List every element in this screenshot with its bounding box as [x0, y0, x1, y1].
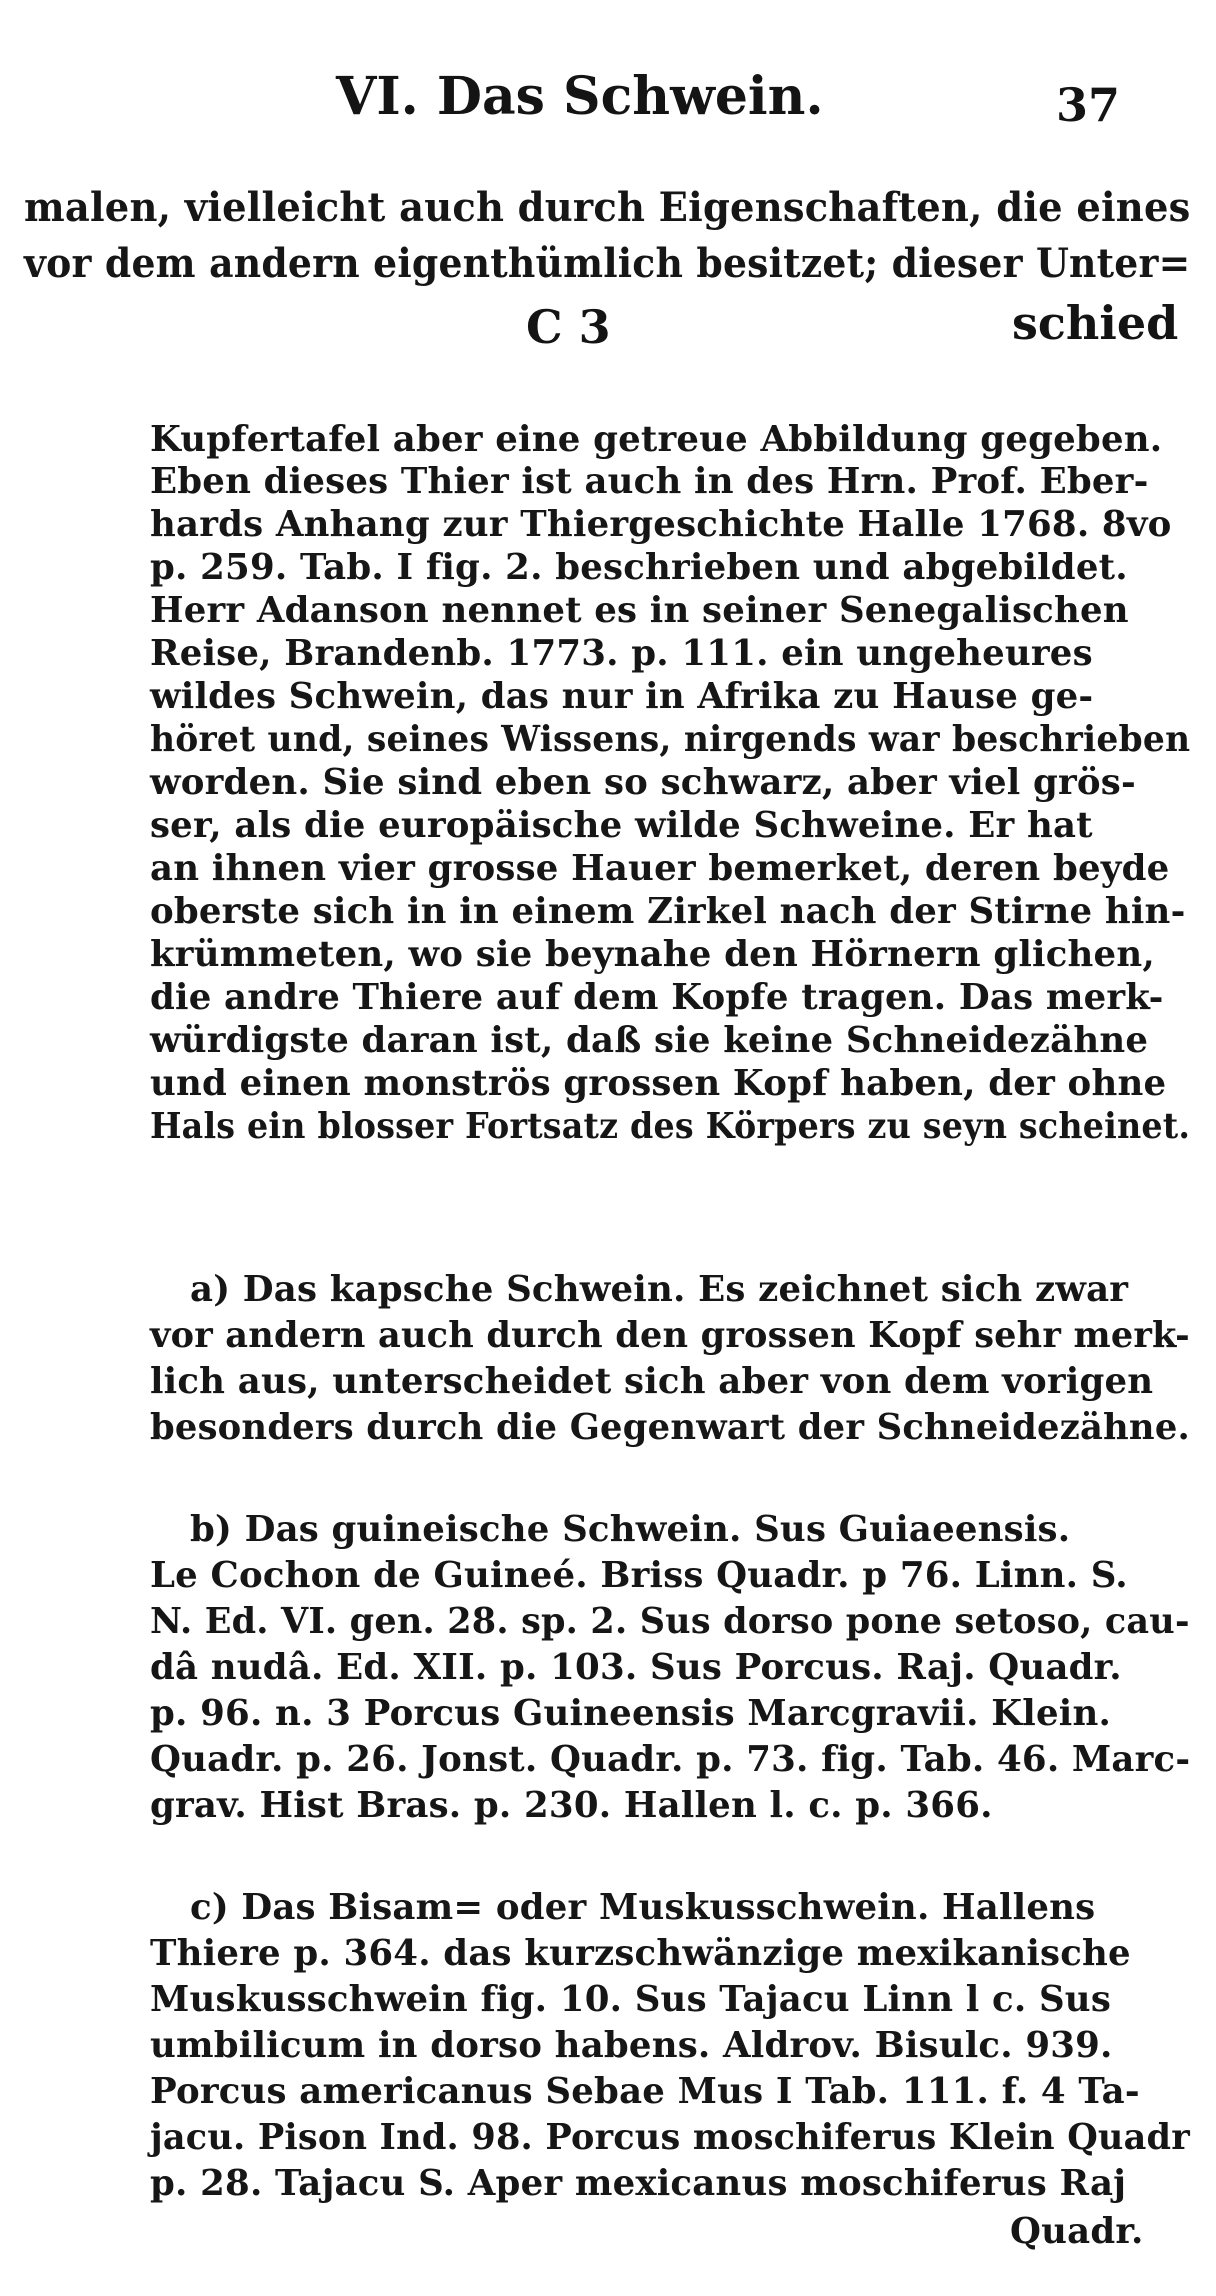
footnote-line: Thiere p. 364. das kurzschwänzige mexikanische — [150, 1933, 1131, 1974]
body-line: malen, vielleicht auch durch Eigenschaften, die eines — [24, 184, 1191, 231]
footnote-line: Quadr. p. 26. Jonst. Quadr. p. 73. fig. Tab. 46. Marc- — [150, 1739, 1191, 1780]
footnote-line: Herr Adanson nennet es in seiner Senegalischen — [150, 590, 1129, 631]
footnote-line: Le Cochon de Guineé. Briss Quadr. p 76. Linn. S. — [150, 1555, 1128, 1596]
footnote-line: Reise, Brandenb. 1773. p. 111. ein ungeheures — [150, 633, 1093, 674]
footnote-line: besonders durch die Gegenwart der Schneidezähne. — [150, 1407, 1190, 1448]
footnote-line: Quadr. — [1010, 2211, 1144, 2252]
footnote-line: p. 259. Tab. I fig. 2. beschrieben und abgebildet. — [150, 547, 1128, 588]
footnote-line: a) Das kapsche Schwein. Es zeichnet sich zwar — [190, 1269, 1129, 1310]
footnote-line: hards Anhang zur Thiergeschichte Halle 1768. 8vo — [150, 504, 1172, 545]
signature-mark: C 3 — [526, 300, 611, 354]
footnote-line: krümmeten, wo sie beynahe den Hörnern glichen, — [150, 934, 1155, 975]
footnote-line: Porcus americanus Sebae Mus I Tab. 111. f. 4 Ta- — [150, 2071, 1140, 2112]
footnote-line: lich aus, unterscheidet sich aber von dem vorigen — [150, 1361, 1154, 1402]
footnote-line: c) Das Bisam= oder Muskusschwein. Hallens — [190, 1887, 1096, 1928]
footnote-line: grav. Hist Bras. p. 230. Hallen l. c. p. 366. — [150, 1785, 993, 1826]
footnote-line: würdigste daran ist, daß sie keine Schneidezähne — [150, 1020, 1149, 1061]
page-number: 37 — [1056, 78, 1121, 132]
footnote-line: Kupfertafel aber eine getreue Abbildung gegeben. — [150, 419, 1163, 460]
footnote-line: p. 96. n. 3 Porcus Guineensis Marcgravii. Klein. — [150, 1693, 1112, 1734]
footnote-line: p. 28. Tajacu S. Aper mexicanus moschiferus Raj — [150, 2163, 1127, 2204]
footnote-line: wildes Schwein, das nur in Afrika zu Hause ge- — [150, 676, 1094, 717]
footnote-line: oberste sich in in einem Zirkel nach der Stirne hin- — [150, 891, 1186, 932]
footnote-line: vor andern auch durch den grossen Kopf sehr merk- — [150, 1315, 1190, 1356]
body-line: vor dem andern eigenthümlich besitzet; dieser Unter= — [24, 240, 1191, 287]
footnote-line: ser, als die europäische wilde Schweine. Er hat — [150, 805, 1093, 846]
footnote-line: an ihnen vier grosse Hauer bemerket, deren beyde — [150, 848, 1170, 889]
footnote-line: höret und, seines Wissens, nirgends war beschrieben — [150, 719, 1191, 760]
running-head-title: VI. Das Schwein. — [336, 66, 824, 127]
footnote-line: Hals ein blosser Fortsatz des Körpers zu seyn scheinet. — [150, 1106, 1191, 1147]
footnote-line: umbilicum in dorso habens. Aldrov. Bisulc. 939. — [150, 2025, 1113, 2066]
footnote-line: jacu. Pison Ind. 98. Porcus moschiferus Klein Quadr — [150, 2117, 1190, 2158]
footnote-line: dâ nudâ. Ed. XII. p. 103. Sus Porcus. Raj. Quadr. — [150, 1647, 1122, 1688]
footnote-line: Eben dieses Thier ist auch in des Hrn. Prof. Eber- — [150, 461, 1149, 502]
footnote-line: N. Ed. VI. gen. 28. sp. 2. Sus dorso pone setoso, cau- — [150, 1601, 1190, 1642]
footnote-line: Muskusschwein fig. 10. Sus Tajacu Linn l c. Sus — [150, 1979, 1112, 2020]
catchword: schied — [1012, 296, 1179, 350]
footnote-line: b) Das guineische Schwein. Sus Guiaeensis. — [190, 1509, 1071, 1550]
footnote-line: worden. Sie sind eben so schwarz, aber viel grös- — [150, 762, 1136, 803]
footnote-line: und einen monströs grossen Kopf haben, der ohne — [150, 1063, 1167, 1104]
footnote-line: die andre Thiere auf dem Kopfe tragen. Das merk- — [150, 977, 1164, 1018]
